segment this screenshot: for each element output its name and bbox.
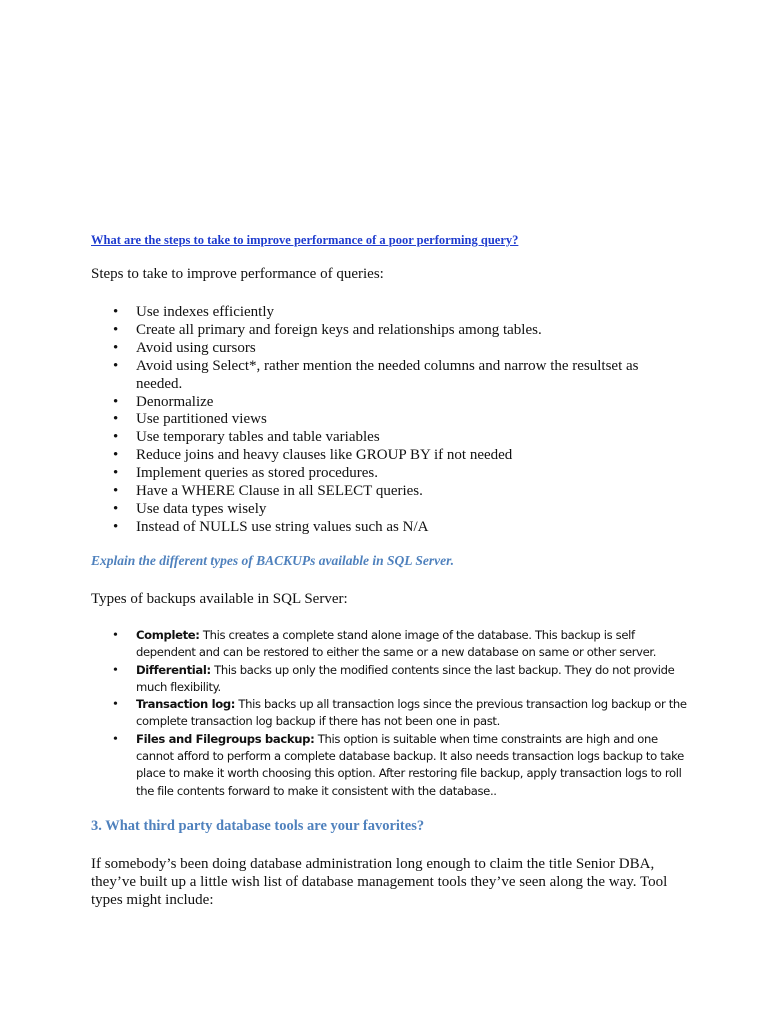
backup-description: This backs up all transaction logs since the previous transaction log backup or the complete transaction log backup if there has not been one in past. (136, 697, 687, 729)
list-item: • Implement queries as stored procedures. (91, 465, 681, 483)
list-item: • Use indexes efficiently (91, 304, 681, 322)
list-item: • Avoid using cursors (91, 340, 681, 358)
list-item-transaction-log (91, 696, 691, 731)
list-item: • Create all primary and foreign keys and relationships among tables. (91, 322, 681, 340)
list-item: • Have a WHERE Clause in all SELECT queries. (91, 483, 681, 501)
paragraph-senior-dba: If somebody’s been doing database administration long enough to claim the title Senior DBA, they’ve built up a little wish list of database management tools they’ve seen along the way. Tool types might include: (91, 856, 668, 908)
question-heading-query-performance[interactable]: What are the steps to take to improve performance of a poor performing query? (91, 233, 519, 247)
intro-text-backups: Types of backups available in SQL Server: (91, 591, 348, 607)
question-heading-third-party-tools: 3. What third party database tools are your favorites? (91, 818, 425, 834)
backup-term: Complete: (136, 628, 200, 642)
backup-description: This backs up only the modified contents since the last backup. They do not provide much flexibility. (136, 662, 675, 694)
list-item: • Instead of NULLS use string values such as N/A (91, 519, 681, 537)
list-item-differential (91, 662, 691, 697)
list-item: • Avoid using Select*, rather mention the needed columns and narrow the resultset as needed. (91, 358, 681, 394)
steps-list (91, 304, 681, 537)
intro-text-steps: Steps to take to improve performance of queries: (91, 266, 384, 282)
list-item: • Denormalize (91, 394, 681, 412)
list-item: • Reduce joins and heavy clauses like GROUP BY if not needed (91, 447, 681, 465)
list-item-complete (91, 627, 691, 662)
list-item: • Use data types wisely (91, 501, 681, 519)
list-item-files-filegroups (91, 731, 691, 800)
list-item: • Use temporary tables and table variables (91, 429, 681, 447)
backup-term: Files and Filegroups backup: (136, 731, 315, 746)
backup-description: This creates a complete stand alone image of the database. This backup is self dependent and can be restored to either the same or a new database on same or other server. (136, 628, 657, 660)
backup-types-list (91, 627, 691, 800)
backup-term: Differential: (136, 662, 211, 677)
list-item: • Use partitioned views (91, 411, 681, 429)
question-heading-backup-types: Explain the different types of BACKUPs available in SQL Server. (91, 553, 455, 568)
backup-term: Transaction log: (136, 697, 236, 712)
backup-description: This option is suitable when time constraints are high and one cannot afford to perform a complete database backup. It also needs transaction logs backup to take place to make it worth choosing this option. After restoring file backup, apply transaction logs to roll the file contents forward to make it consistent with the database.. (136, 731, 684, 798)
